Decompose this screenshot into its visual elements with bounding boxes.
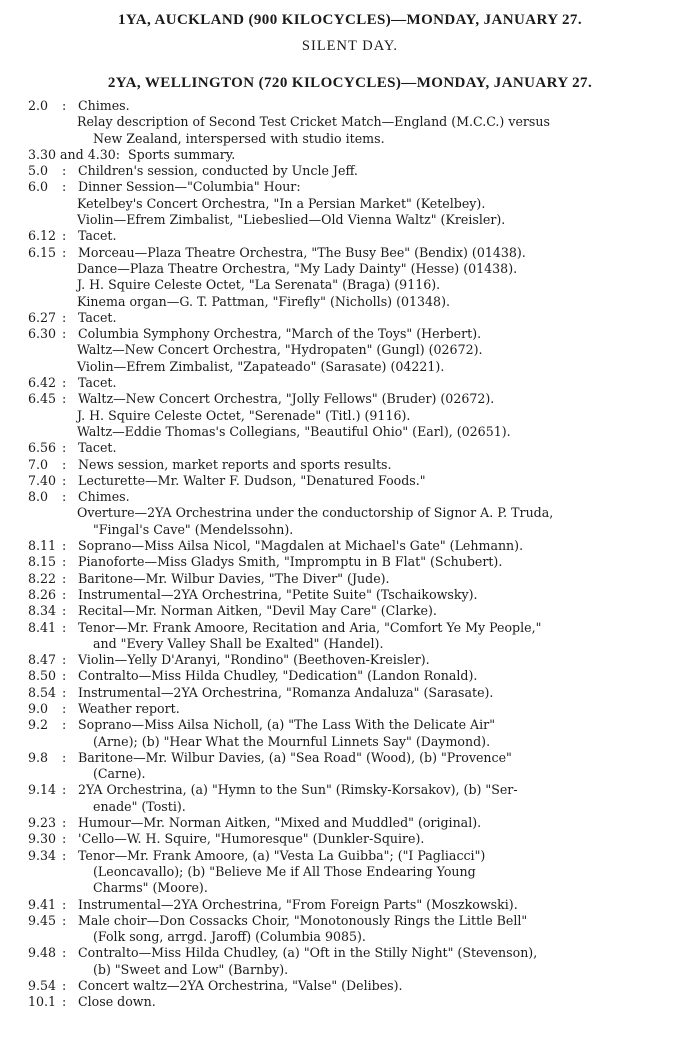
program-line xyxy=(0,457,700,473)
program-line xyxy=(0,179,700,195)
program-line xyxy=(0,489,700,505)
program-colon: : xyxy=(62,668,67,684)
program-text: Dinner Session—"Columbia" Hour: xyxy=(78,179,301,195)
program-text: Tacet. xyxy=(78,228,117,244)
program-line xyxy=(0,978,700,994)
program-text: Tacet. xyxy=(78,440,117,456)
program-listing xyxy=(0,98,700,1011)
program-line xyxy=(0,98,700,114)
program-text: Instrumental—2YA Orchestrina, "Romanza Andaluza" (Sarasate). xyxy=(78,684,494,700)
program-text: Tenor—Mr. Frank Amoore, Recitation and Aria, "Comfort Ye My People," xyxy=(78,619,542,635)
program-text: (Arne); (b) "Hear What the Mournful Linnets Say" (Daymond). xyxy=(93,733,491,749)
program-text: Humour—Mr. Norman Aitken, "Mixed and Muddled" (original). xyxy=(78,815,482,831)
program-colon: : xyxy=(62,652,67,668)
program-text: Contralto—Miss Hilda Chudley, (a) "Oft in the Stilly Night" (Stevenson), xyxy=(78,945,538,961)
program-line xyxy=(0,554,700,570)
program-colon: : xyxy=(62,619,67,635)
station-1ya-heading: 1YA, AUCKLAND (900 KILOCYCLES)—MONDAY, JANUARY 27. xyxy=(118,12,582,28)
program-line xyxy=(0,766,700,782)
program-colon: : xyxy=(62,326,67,342)
program-line xyxy=(0,228,700,244)
program-text: J. H. Squire Celeste Octet, "La Serenata" (Braga) (9116). xyxy=(77,277,441,293)
program-time: 6.12 xyxy=(28,228,57,244)
program-time: 9.41 xyxy=(28,896,57,912)
program-time: 9.23 xyxy=(28,815,57,831)
program-time: 9.0 xyxy=(28,700,49,716)
program-colon: : xyxy=(62,179,67,195)
program-time: 2.0 xyxy=(28,98,49,113)
program-colon: : xyxy=(62,228,67,244)
program-text: Male choir—Don Cossacks Choir, "Monotonously Rings the Little Bell" xyxy=(78,912,528,928)
program-line xyxy=(0,196,700,212)
program-colon: : xyxy=(62,994,67,1010)
program-line xyxy=(0,897,700,913)
program-line xyxy=(0,212,700,228)
program-colon: : xyxy=(62,684,67,700)
program-colon: : xyxy=(62,489,67,505)
program-time: 9.2 xyxy=(28,717,49,733)
program-text: Chimes. xyxy=(78,489,130,505)
program-text: Charms" (Moore). xyxy=(93,880,208,896)
program-line xyxy=(0,587,700,603)
program-text: J. H. Squire Celeste Octet, "Serenade" (Titl.) (9116). xyxy=(77,407,411,423)
program-text: Weather report. xyxy=(78,700,180,716)
program-time: 6.42 xyxy=(28,375,57,391)
program-text: Close down. xyxy=(78,994,156,1010)
program-time: 6.0 xyxy=(28,179,49,195)
program-text: Lecturette—Mr. Walter F. Dudson, "Denatured Foods." xyxy=(78,472,426,488)
program-text: Baritone—Mr. Wilbur Davies, (a) "Sea Road" (Wood), (b) "Provence" xyxy=(78,749,512,765)
program-line xyxy=(0,945,700,961)
program-time: 8.26 xyxy=(28,586,57,602)
program-line xyxy=(0,375,700,391)
program-colon: : xyxy=(62,554,67,570)
program-line xyxy=(0,668,700,684)
program-text: Soprano—Miss Ailsa Nicholl, (a) "The Lass With the Delicate Air" xyxy=(78,717,495,733)
program-line xyxy=(0,929,700,945)
station-2ya-heading: 2YA, WELLINGTON (720 KILOCYCLES)—MONDAY, JANUARY 27. xyxy=(107,75,593,91)
program-time: 8.50 xyxy=(28,668,57,684)
program-line xyxy=(0,815,700,831)
program-line xyxy=(0,652,700,668)
program-colon: : xyxy=(62,978,67,994)
program-time: 6.30 xyxy=(28,326,57,342)
program-time: 6.27 xyxy=(28,309,57,325)
program-text: Waltz—Eddie Thomas's Collegians, "Beautiful Ohio" (Earl), (02651). xyxy=(77,423,511,439)
program-line xyxy=(0,440,700,456)
program-time: 8.0 xyxy=(28,489,49,505)
program-line xyxy=(0,685,700,701)
program-text: (Leoncavallo); (b) "Believe Me if All Those Endearing Young xyxy=(93,863,476,879)
program-text: Violin—Efrem Zimbalist, "Zapateado" (Sarasate) (04221). xyxy=(77,358,445,374)
program-colon: : xyxy=(62,815,67,831)
program-line xyxy=(0,310,700,326)
program-text: Kinema organ—G. T. Pattman, "Firefly" (Nicholls) (01348). xyxy=(77,293,450,309)
program-colon: : xyxy=(62,831,67,847)
program-colon: : xyxy=(62,570,67,586)
program-text: Dance—Plaza Theatre Orchestra, "My Lady Dainty" (Hesse) (01438). xyxy=(77,260,518,276)
program-text: (Folk song, arrgd. Jaroff) (Columbia 9085). xyxy=(93,929,366,945)
program-colon: : xyxy=(62,912,67,928)
program-colon: : xyxy=(62,244,67,260)
program-colon: : xyxy=(62,586,67,602)
program-colon: : xyxy=(62,440,67,456)
program-line xyxy=(0,114,700,130)
program-line xyxy=(0,962,700,978)
program-colon: : xyxy=(62,603,67,619)
program-text: Morceau—Plaza Theatre Orchestra, "The Busy Bee" (Bendix) (01438). xyxy=(78,244,526,260)
program-colon: : xyxy=(62,847,67,863)
program-time: 8.15 xyxy=(28,554,57,570)
program-time: 9.34 xyxy=(28,847,57,863)
program-colon: : xyxy=(62,717,67,733)
program-time: 8.11 xyxy=(28,538,57,554)
program-line xyxy=(0,603,700,619)
program-text: 'Cello—W. H. Squire, "Humoresque" (Dunkler-Squire). xyxy=(78,831,425,847)
program-text: Overture—2YA Orchestrina under the conductorship of Signor A. P. Truda, xyxy=(77,505,554,521)
program-time: 8.22 xyxy=(28,570,57,586)
program-text: Pianoforte—Miss Gladys Smith, "Impromptu in B Flat" (Schubert). xyxy=(78,554,503,570)
program-text: (b) "Sweet and Low" (Barnby). xyxy=(93,961,289,977)
program-line xyxy=(0,391,700,407)
program-text: Baritone—Mr. Wilbur Davies, "The Diver" (Jude). xyxy=(78,570,390,586)
program-line xyxy=(0,734,700,750)
program-text: Sports summary. xyxy=(128,146,236,162)
program-line xyxy=(0,505,700,521)
program-line xyxy=(0,913,700,929)
program-colon: : xyxy=(62,98,67,113)
program-line xyxy=(0,261,700,277)
program-colon: : xyxy=(62,375,67,391)
program-text: Instrumental—2YA Orchestrina, "Petite Suite" (Tschaikowsky). xyxy=(78,586,478,602)
program-line xyxy=(0,359,700,375)
program-line xyxy=(0,717,700,733)
program-time: 7.0 xyxy=(28,456,49,472)
program-time: 9.8 xyxy=(28,749,49,765)
program-line xyxy=(0,864,700,880)
program-line xyxy=(0,571,700,587)
program-time: 5.0 xyxy=(28,163,49,179)
program-text: Tacet. xyxy=(78,375,117,391)
program-text: Waltz—New Concert Orchestra, "Jolly Fellows" (Bruder) (02672). xyxy=(78,391,495,407)
program-colon: : xyxy=(62,391,67,407)
program-line xyxy=(0,131,700,147)
program-time: 9.30 xyxy=(28,831,57,847)
program-line xyxy=(0,880,700,896)
program-colon: : xyxy=(62,749,67,765)
program-line xyxy=(0,831,700,847)
program-text: Concert waltz—2YA Orchestrina, "Valse" (Delibes). xyxy=(78,978,403,994)
program-text: News session, market reports and sports results. xyxy=(78,456,392,472)
program-time: 8.47 xyxy=(28,652,57,668)
program-line xyxy=(0,848,700,864)
program-colon: : xyxy=(62,700,67,716)
program-text: Waltz—New Concert Orchestra, "Hydropaten" (Gungl) (02672). xyxy=(77,342,483,358)
program-colon: : xyxy=(62,538,67,554)
program-line xyxy=(0,424,700,440)
program-colon: : xyxy=(62,472,67,488)
program-line xyxy=(0,782,700,798)
program-line xyxy=(0,799,700,815)
program-time: 9.54 xyxy=(28,978,57,994)
program-text: New Zealand, interspersed with studio items. xyxy=(93,130,385,146)
program-line xyxy=(0,538,700,554)
program-colon: : xyxy=(62,896,67,912)
program-text: Ketelbey's Concert Orchestra, "In a Persian Market" (Ketelbey). xyxy=(77,195,486,211)
program-line xyxy=(0,701,700,717)
program-text: Columbia Symphony Orchestra, "March of the Toys" (Herbert). xyxy=(78,326,482,342)
program-line xyxy=(0,408,700,424)
program-text: Violin—Efrem Zimbalist, "Liebeslied—Old Vienna Waltz" (Kreisler). xyxy=(77,212,506,228)
program-line xyxy=(0,342,700,358)
program-time: 3.30 and 4.30: xyxy=(28,146,121,162)
program-line xyxy=(0,994,700,1010)
program-time: 8.41 xyxy=(28,619,57,635)
program-time: 8.54 xyxy=(28,684,57,700)
program-time: 6.15 xyxy=(28,244,57,260)
program-colon: : xyxy=(62,309,67,325)
program-time: 9.48 xyxy=(28,945,57,961)
program-time: 8.34 xyxy=(28,603,57,619)
program-time: 7.40 xyxy=(28,472,57,488)
program-text: Instrumental—2YA Orchestrina, "From Foreign Parts" (Moszkowski). xyxy=(78,896,518,912)
program-line xyxy=(0,473,700,489)
program-colon: : xyxy=(62,456,67,472)
program-text: Recital—Mr. Norman Aitken, "Devil May Care" (Clarke). xyxy=(78,603,437,619)
program-text: and "Every Valley Shall be Exalted" (Handel). xyxy=(93,635,384,651)
program-text: Violin—Yelly D'Aranyi, "Rondino" (Beethoven-Kreisler). xyxy=(78,652,430,668)
program-line xyxy=(0,522,700,538)
program-line xyxy=(0,245,700,261)
program-line xyxy=(0,147,700,163)
program-text: Tacet. xyxy=(78,309,117,325)
program-line xyxy=(0,620,700,636)
program-colon: : xyxy=(62,782,67,798)
program-line xyxy=(0,294,700,310)
program-colon: : xyxy=(62,945,67,961)
program-text: Chimes. xyxy=(78,98,130,113)
program-text: Soprano—Miss Ailsa Nicol, "Magdalen at Michael's Gate" (Lehmann). xyxy=(78,538,524,554)
program-text: Tenor—Mr. Frank Amoore, (a) "Vesta La Guibba"; ("I Pagliacci") xyxy=(78,847,486,863)
program-time: 6.45 xyxy=(28,391,57,407)
program-line xyxy=(0,750,700,766)
program-text: Contralto—Miss Hilda Chudley, "Dedication" (Landon Ronald). xyxy=(78,668,478,684)
program-line xyxy=(0,277,700,293)
program-text: Children's session, conducted by Uncle Jeff. xyxy=(78,163,358,179)
program-text: Relay description of Second Test Cricket Match—England (M.C.C.) versus xyxy=(77,114,550,130)
program-text: (Carne). xyxy=(93,766,146,782)
program-text: "Fingal's Cave" (Mendelssohn). xyxy=(93,521,294,537)
program-time: 9.14 xyxy=(28,782,57,798)
program-line xyxy=(0,163,700,179)
program-line xyxy=(0,636,700,652)
station-1ya-subheading: SILENT DAY. xyxy=(301,38,399,54)
program-time: 9.45 xyxy=(28,912,57,928)
program-text: 2YA Orchestrina, (a) "Hymn to the Sun" (Rimsky-Korsakov), (b) "Ser- xyxy=(78,782,518,798)
program-time: 6.56 xyxy=(28,440,57,456)
program-line xyxy=(0,326,700,342)
program-colon: : xyxy=(62,163,67,179)
program-time: 10.1 xyxy=(28,994,57,1010)
program-text: enade" (Tosti). xyxy=(93,798,186,814)
